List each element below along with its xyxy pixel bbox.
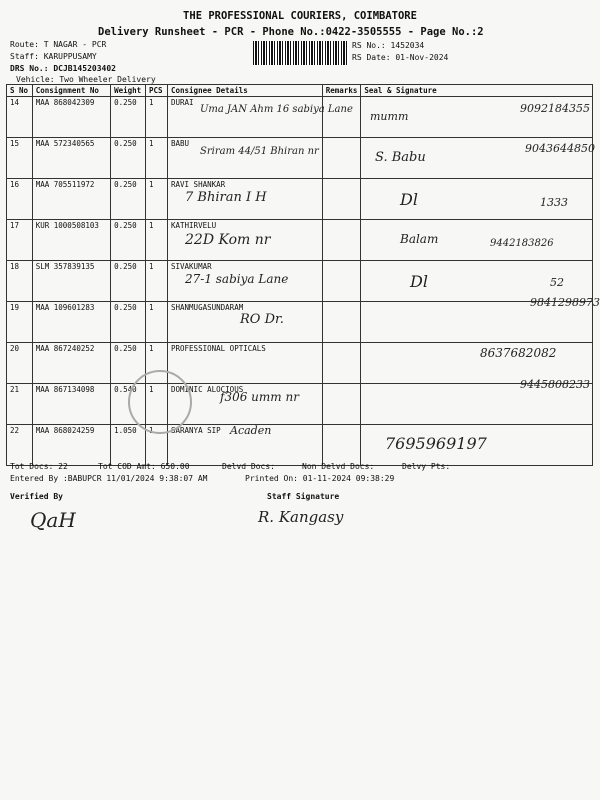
col-consignment: Consignment No xyxy=(32,85,110,97)
entered-by: Entered By :BABUPCR 11/01/2024 9:38:07 AM xyxy=(10,474,208,483)
handwritten-note: RO Dr. xyxy=(240,312,284,327)
handwritten-signature: S. Babu xyxy=(375,150,426,165)
delvy-pts: Delvy Pts: xyxy=(402,462,451,471)
table-header xyxy=(7,85,593,97)
tot-cod-amt: Tot COD Amt: 650.00 xyxy=(98,462,190,471)
handwritten-note: 7 Bhiran I H xyxy=(185,190,267,205)
table-row xyxy=(7,425,593,466)
consignee-name: DOMINIC ALOCIOUS xyxy=(170,385,244,394)
verified-by-label: Verified By xyxy=(10,492,63,501)
row-pcs: 1 xyxy=(146,179,168,220)
row-weight: 0.250 xyxy=(111,343,146,384)
row-consignment: MAA 867240252 xyxy=(32,343,110,384)
handwritten-phone: 9043644850 xyxy=(525,142,595,155)
row-consignment: MAA 868024259 xyxy=(32,425,110,466)
handwritten-signature: mumm xyxy=(370,110,409,123)
handwritten-note: Acaden xyxy=(230,424,272,437)
non-delvd-docs: Non Delvd Docs: xyxy=(302,462,375,471)
row-pcs: 1 xyxy=(146,425,168,466)
row-pcs: 1 xyxy=(146,343,168,384)
row-pcs: 1 xyxy=(146,220,168,261)
row-remarks xyxy=(322,261,361,302)
consignee-name: RAVI SHANKAR xyxy=(170,180,226,189)
col-sno: S No xyxy=(7,85,33,97)
row-remarks xyxy=(322,425,361,466)
col-seal: Seal & Signature xyxy=(361,85,593,97)
row-consignee xyxy=(167,343,322,384)
row-pcs: 1 xyxy=(146,97,168,138)
handwritten-note: Sriram 44/51 Bhiran nr xyxy=(200,146,319,157)
company-title: THE PROFESSIONAL COURIERS, COIMBATORE xyxy=(183,10,417,22)
consignee-name: SARANYA SIP xyxy=(170,426,221,435)
handwritten-phone: 1333 xyxy=(540,196,568,209)
staff-signature-label: Staff Signature xyxy=(267,492,340,501)
row-sno: 15 xyxy=(7,138,33,179)
table-row xyxy=(7,179,593,220)
table-row xyxy=(7,384,593,425)
row-pcs: 1 xyxy=(146,261,168,302)
consignee-name: SHANMUGASUNDARAM xyxy=(170,303,244,312)
drs-number: DRS No.: DCJB145203402 xyxy=(10,64,116,73)
consignee-name: SIVAKUMAR xyxy=(170,262,212,271)
barcode xyxy=(253,41,349,65)
row-pcs: 1 xyxy=(146,302,168,343)
row-weight: 0.250 xyxy=(111,302,146,343)
row-weight: 0.250 xyxy=(111,220,146,261)
row-sno: 18 xyxy=(7,261,33,302)
row-remarks xyxy=(322,179,361,220)
row-consignment: MAA 868042309 xyxy=(32,97,110,138)
handwritten-phone: 9092184355 xyxy=(520,102,590,115)
row-sno: 14 xyxy=(7,97,33,138)
row-sno: 22 xyxy=(7,425,33,466)
verified-signature: QaH xyxy=(30,508,76,532)
handwritten-signature: Balam xyxy=(400,232,439,246)
handwritten-note: 27-1 sabiya Lane xyxy=(185,272,289,286)
row-weight: 0.250 xyxy=(111,138,146,179)
row-remarks xyxy=(322,302,361,343)
row-consignment: MAA 867134098 xyxy=(32,384,110,425)
handwritten-phone: 9841298973 xyxy=(530,296,600,309)
table-row xyxy=(7,138,593,179)
col-weight: Weight xyxy=(111,85,146,97)
rs-date: RS Date: 01-Nov-2024 xyxy=(352,53,449,62)
staff-label: Staff: KARUPPUSAMY xyxy=(10,52,97,61)
row-seal xyxy=(361,220,593,261)
handwritten-signature: Dl xyxy=(410,272,428,291)
table-row xyxy=(7,261,593,302)
row-consignee xyxy=(167,97,322,138)
row-sno: 21 xyxy=(7,384,33,425)
row-consignment: MAA 109601283 xyxy=(32,302,110,343)
col-consignee: Consignee Details xyxy=(167,85,322,97)
row-weight: 0.250 xyxy=(111,261,146,302)
handwritten-phone: 9442183826 xyxy=(490,238,554,249)
handwritten-note: 22D Kom nr xyxy=(185,232,271,248)
row-sno: 17 xyxy=(7,220,33,261)
rs-number: RS No.: 1452034 xyxy=(352,41,425,50)
col-remarks: Remarks xyxy=(322,85,361,97)
delvd-docs: Delvd Docs: xyxy=(222,462,275,471)
row-sno: 19 xyxy=(7,302,33,343)
row-weight: 1.050 xyxy=(111,425,146,466)
col-pcs: PCS xyxy=(146,85,168,97)
row-remarks xyxy=(322,220,361,261)
consignee-name: BABU xyxy=(170,139,190,148)
row-consignment: KUR 1000508103 xyxy=(32,220,110,261)
consignee-name: PROFESSIONAL OPTICALS xyxy=(170,344,266,353)
handwritten-phone: 9445808233 xyxy=(520,378,590,391)
row-remarks xyxy=(322,343,361,384)
staff-signature: R. Kangasy xyxy=(258,508,344,526)
runsheet-subtitle: Delivery Runsheet - PCR - Phone No.:0422-3505555 - Page No.:2 xyxy=(98,26,484,38)
printed-on: Printed On: 01-11-2024 09:38:29 xyxy=(245,474,395,483)
handwritten-note: f306 umm nr xyxy=(220,390,299,404)
row-weight: 0.250 xyxy=(111,97,146,138)
row-weight: 0.250 xyxy=(111,179,146,220)
row-remarks xyxy=(322,384,361,425)
courier-stamp xyxy=(128,370,192,434)
table-row xyxy=(7,302,593,343)
handwritten-note: Uma JAN Ahm 16 sabiya Lane xyxy=(200,104,353,115)
handwritten-phone: 7695969197 xyxy=(385,434,487,453)
tot-docs: Tot Docs: 22 xyxy=(10,462,68,471)
route-label: Route: T NAGAR - PCR xyxy=(10,40,107,49)
row-pcs: 1 xyxy=(146,384,168,425)
row-pcs: 1 xyxy=(146,138,168,179)
row-sno: 20 xyxy=(7,343,33,384)
row-sno: 16 xyxy=(7,179,33,220)
consignee-name: DURAI xyxy=(170,98,194,107)
row-consignment: SLM 357839135 xyxy=(32,261,110,302)
row-consignment: MAA 705511972 xyxy=(32,179,110,220)
vehicle-label: Vehicle: Two Wheeler Delivery xyxy=(16,75,156,84)
consignee-name: KATHIRVELU xyxy=(170,221,217,230)
row-consignment: MAA 572340565 xyxy=(32,138,110,179)
row-weight: 0.540 xyxy=(111,384,146,425)
row-remarks xyxy=(322,97,361,138)
handwritten-phone: 52 xyxy=(550,276,564,289)
row-consignee xyxy=(167,138,322,179)
handwritten-phone: 8637682082 xyxy=(480,346,557,360)
table-row xyxy=(7,97,593,138)
runsheet-table xyxy=(6,84,600,466)
handwritten-signature: Dl xyxy=(400,190,418,209)
row-remarks xyxy=(322,138,361,179)
